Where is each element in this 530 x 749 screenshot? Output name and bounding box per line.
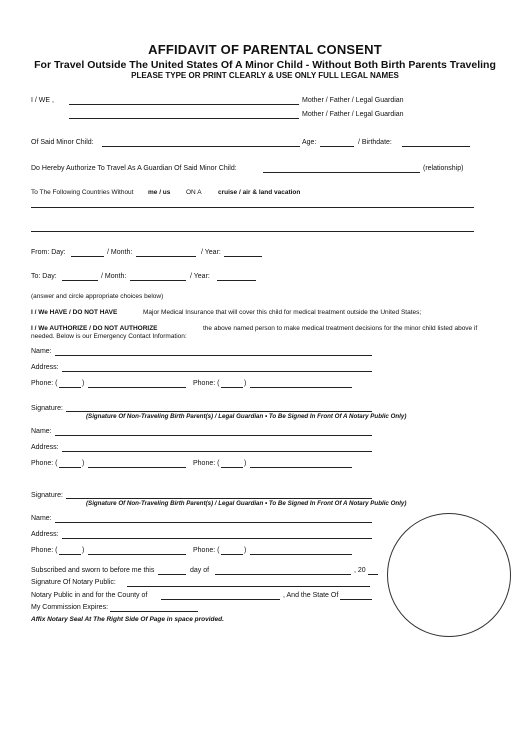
contact3-phone2-area-field[interactable] <box>221 554 243 555</box>
contact1-phone-number-field[interactable] <box>88 387 186 388</box>
to-month-field[interactable] <box>130 280 186 281</box>
contact3-phone2-number-field[interactable] <box>250 554 352 555</box>
insurance-choice[interactable]: I / We HAVE / DO NOT HAVE <box>31 309 118 316</box>
to-month-label: / Month: <box>101 273 127 280</box>
contact3-phone-label: Phone: ( <box>31 547 58 554</box>
relationship-label: (relationship) <box>423 165 464 172</box>
countries-field-2[interactable] <box>31 231 474 232</box>
contact3-name-label: Name: <box>31 515 52 522</box>
from-month-label: / Month: <box>107 249 133 256</box>
notary-signature-label: Signature Of Notary Public: <box>31 579 116 586</box>
to-year-label: / Year: <box>190 273 210 280</box>
notary-year-field[interactable] <box>368 574 378 575</box>
contact3-address-field[interactable] <box>62 538 372 539</box>
notary-day-field[interactable] <box>158 574 186 575</box>
contact1-name-label: Name: <box>31 348 52 355</box>
medical-authorization-choice[interactable]: I / We AUTHORIZE / DO NOT AUTHORIZE <box>31 325 158 332</box>
authorize-label: Do Hereby Authorize To Travel As A Guardian Of Said Minor Child: <box>31 165 237 172</box>
contact3-phone2-paren: ) <box>244 547 247 554</box>
from-month-field[interactable] <box>136 256 196 257</box>
notary-day-of-label: day of <box>190 567 210 574</box>
contact3-phone-area-field[interactable] <box>59 554 81 555</box>
contact2-phone-label: Phone: ( <box>31 460 58 467</box>
commission-expires-label: My Commission Expires: <box>31 604 109 611</box>
contact2-phone-area-field[interactable] <box>59 467 81 468</box>
contact1-phone-area-field[interactable] <box>59 387 81 388</box>
contact2-phone2-label: Phone: ( <box>193 460 220 467</box>
notary-month-field[interactable] <box>215 574 351 575</box>
contact1-phone2-number-field[interactable] <box>250 387 352 388</box>
medical-text-1: the above named person to make medical treatment decisions for the minor child listed above if <box>203 325 478 332</box>
countries-field-1[interactable] <box>31 207 474 208</box>
to-year-field[interactable] <box>217 280 256 281</box>
signature1-label: Signature: <box>31 405 63 412</box>
contact2-address-field[interactable] <box>62 451 372 452</box>
contact2-phone2-number-field[interactable] <box>250 467 352 468</box>
contact3-name-field[interactable] <box>55 522 372 523</box>
notary-state-field[interactable] <box>340 599 372 600</box>
birthdate-field[interactable] <box>402 146 470 147</box>
notary-seal-area <box>387 513 511 637</box>
notary-seal-note: Affix Notary Seal At The Right Side Of Page in space provided. <box>31 616 224 623</box>
contact1-phone2-paren: ) <box>244 380 247 387</box>
guardian-name-field[interactable] <box>263 172 420 173</box>
from-year-field[interactable] <box>224 256 262 257</box>
contact2-phone2-area-field[interactable] <box>221 467 243 468</box>
countries-label: To The Following Countries Without <box>31 189 134 196</box>
contact2-phone-number-field[interactable] <box>88 467 186 468</box>
contact1-phone-label: Phone: ( <box>31 380 58 387</box>
contact2-address-label: Address: <box>31 444 59 451</box>
to-day-field[interactable] <box>62 280 98 281</box>
choices-note: (answer and circle appropriate choices below) <box>31 293 164 300</box>
contact1-address-field[interactable] <box>62 371 372 372</box>
contact2-name-field[interactable] <box>55 435 372 436</box>
contact1-phone-paren: ) <box>82 380 85 387</box>
contact2-phone-paren: ) <box>82 460 85 467</box>
to-day-label: To: Day: <box>31 273 57 280</box>
birthdate-label: / Birthdate: <box>358 139 392 146</box>
i-we-label: I / WE , <box>31 97 54 104</box>
notary-year-label: , 20 <box>354 567 366 574</box>
signature2-caption: (Signature Of Non-Traveling Birth Parent(s) / Legal Guardian • To Be Signed In Front Of A Notary Public Only) <box>86 500 407 507</box>
contact3-phone2-label: Phone: ( <box>193 547 220 554</box>
parent-name-field-2[interactable] <box>69 118 299 119</box>
notary-signature-field[interactable] <box>127 586 370 587</box>
minor-child-name-field[interactable] <box>102 146 300 147</box>
contact1-phone2-label: Phone: ( <box>193 380 220 387</box>
contact2-name-label: Name: <box>31 428 52 435</box>
notary-state-label: , And the State Of <box>283 592 339 599</box>
notary-sworn-label: Subscribed and sworn to before me this <box>31 567 155 574</box>
contact1-name-field[interactable] <box>55 355 372 356</box>
minor-child-label: Of Said Minor Child: <box>31 139 94 146</box>
document-subtitle: For Travel Outside The United States Of A Minor Child - Without Both Birth Parents Traveling <box>34 59 496 71</box>
contact1-address-label: Address: <box>31 364 59 371</box>
notary-county-field[interactable] <box>161 599 280 600</box>
document-title: AFFIDAVIT OF PARENTAL CONSENT <box>148 42 382 57</box>
signature2-label: Signature: <box>31 492 63 499</box>
contact1-phone2-area-field[interactable] <box>221 387 243 388</box>
insurance-text: Major Medical Insurance that will cover this child for medical treatment outside the United States; <box>143 309 422 316</box>
contact3-phone-number-field[interactable] <box>88 554 186 555</box>
from-year-label: / Year: <box>201 249 221 256</box>
parent-name-field-1[interactable] <box>69 104 299 105</box>
notary-county-label: Notary Public in and for the County of <box>31 592 148 599</box>
age-label: Age: <box>302 139 317 146</box>
vacation-type-choice[interactable]: cruise / air & land vacation <box>218 189 301 196</box>
age-field[interactable] <box>320 146 354 147</box>
parent-role-2: Mother / Father / Legal Guardian <box>302 111 404 118</box>
on-a-label: ON A <box>186 189 202 196</box>
instructions: PLEASE TYPE OR PRINT CLEARLY & USE ONLY FULL LEGAL NAMES <box>131 71 399 80</box>
parent-role-1: Mother / Father / Legal Guardian <box>302 97 404 104</box>
contact2-phone2-paren: ) <box>244 460 247 467</box>
commission-expires-field[interactable] <box>110 611 198 612</box>
from-day-label: From: Day: <box>31 249 66 256</box>
signature1-caption: (Signature Of Non-Traveling Birth Parent(s) / Legal Guardian • To Be Signed In Front Of A Notary Public Only) <box>86 413 407 420</box>
medical-text-2: needed. Below is our Emergency Contact Information: <box>31 333 187 340</box>
contact3-phone-paren: ) <box>82 547 85 554</box>
from-day-field[interactable] <box>71 256 104 257</box>
me-us-choice[interactable]: me / us <box>148 189 171 196</box>
contact3-address-label: Address: <box>31 531 59 538</box>
